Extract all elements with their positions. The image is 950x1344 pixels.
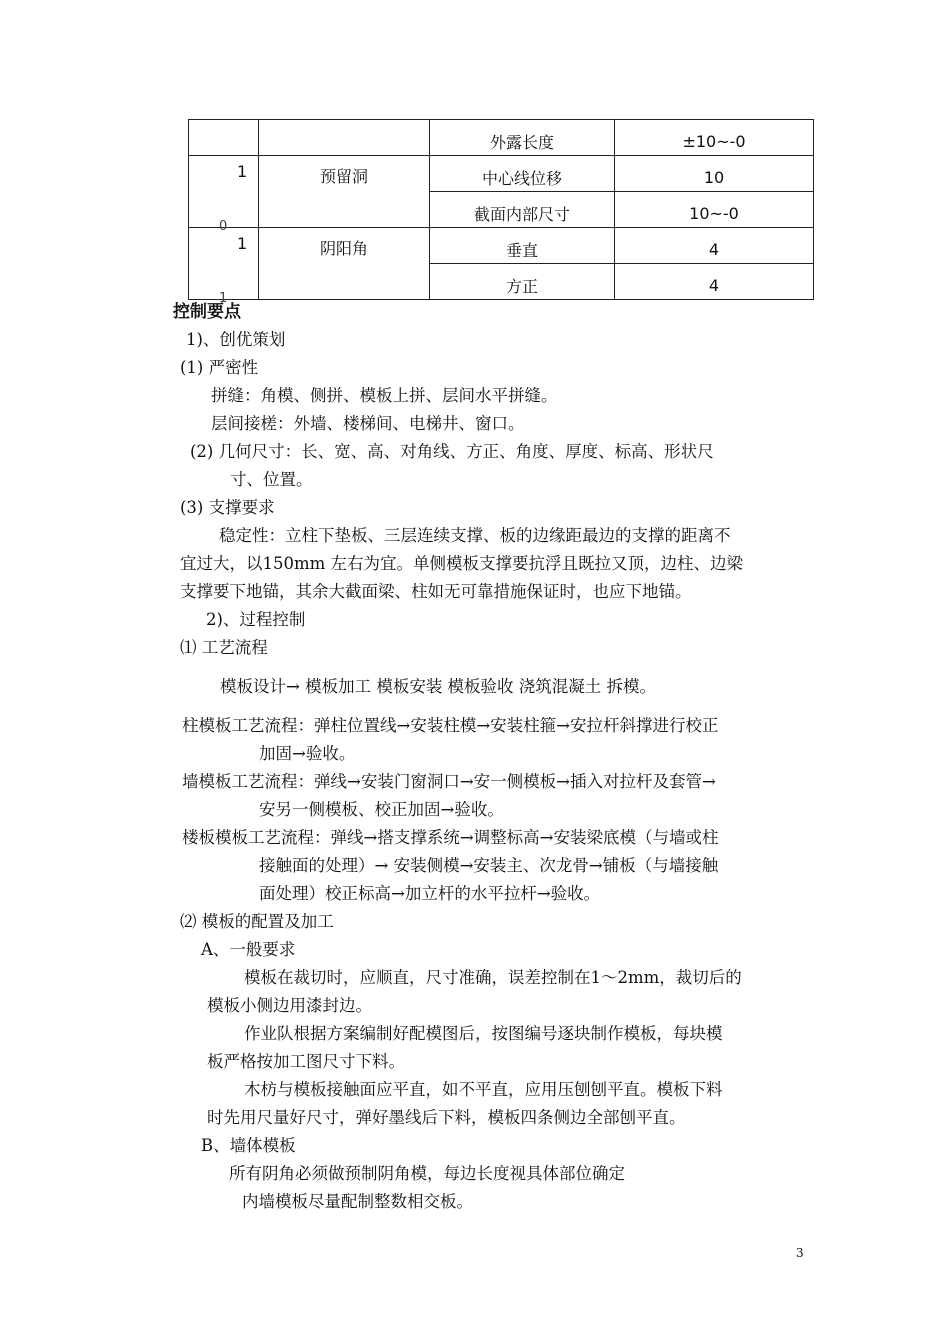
value-cell	[615, 264, 814, 300]
value-label: ±10~-0	[682, 132, 746, 151]
value-cell	[615, 156, 814, 192]
paragraph-line: 时先用尺量好尺寸，弹好墨线后下料，模板四条侧边全部刨平直。	[207, 1108, 686, 1127]
value-cell	[615, 228, 814, 264]
paragraph-line: 作业队根据方案编制好配模图后，按图编号逐块制作模板，每块模	[244, 1024, 723, 1043]
name-cell	[259, 120, 430, 156]
paragraph-line: 墙模板工艺流程：弹线→安装门窗洞口→安一侧模板→插入对拉杆及套管→	[182, 772, 716, 791]
paragraph-line: 层间接槎：外墙、楼梯间、电梯井、窗口。	[211, 414, 525, 433]
name-cell	[259, 228, 430, 300]
paragraph-line: 拼缝：角模、侧拼、模板上拼、层间水平拼缝。	[211, 386, 558, 405]
value-label: 10	[703, 168, 725, 187]
index-cell	[189, 156, 259, 234]
value-label: 10~-0	[689, 204, 739, 223]
item-cell	[430, 156, 615, 192]
index-cell	[189, 120, 259, 156]
paragraph-line: 安另一侧模板、校正加固→验收。	[259, 800, 504, 819]
value-label: 4	[708, 240, 720, 259]
tolerance-table	[188, 119, 814, 306]
paragraph-line: 寸、位置。	[230, 470, 313, 489]
paragraph-line: 木枋与模板接触面应平直，如不平直，应用压刨刨平直。模板下料	[244, 1080, 723, 1099]
paragraph-line: 楼板模板工艺流程：弹线→搭支撑系统→调整标高→安装梁底模（与墙或柱	[182, 828, 719, 847]
paragraph-line: 稳定性：立柱下垫板、三层连续支撑、板的边缘距最边的支撑的距离不	[219, 526, 731, 545]
item-cell	[430, 264, 615, 300]
paragraph-line: 接触面的处理）→ 安装侧模→安装主、次龙骨→铺板（与墙接触	[259, 856, 719, 875]
paragraph-line: 加固→验收。	[259, 744, 356, 763]
table-row	[189, 228, 814, 264]
name-cell	[259, 156, 430, 228]
paragraph-line: 2)、过程控制	[206, 610, 306, 629]
item-label: 中心线位移	[481, 169, 562, 188]
item-label: 方正	[505, 277, 538, 296]
paragraph-line: A、一般要求	[201, 940, 296, 959]
row-index-sub: 0	[219, 219, 228, 234]
item-label: 截面内部尺寸	[473, 205, 570, 224]
paragraph-line: (2) 几何尺寸：长、宽、高、对角线、方正、角度、厚度、标高、形状尺	[190, 442, 714, 461]
paragraph-line: 宜过大，以150mm 左右为宜。单侧模板支撑要抗浮且既拉又顶，边柱、边梁	[180, 554, 744, 573]
paragraph-line: 支撑要下地锚，其余大截面梁、柱如无可靠措施保证时，也应下地锚。	[180, 582, 692, 601]
paragraph-line: 模板在裁切时，应顺直，尺寸准确，误差控制在1～2mm，裁切后的	[244, 968, 742, 987]
paragraph-line: 面处理）校正标高→加立杆的水平拉杆→验收。	[259, 884, 601, 903]
row-index: 1	[237, 234, 248, 253]
page-number: 3	[796, 1246, 804, 1260]
paragraph-line: 内墙模板尽量配制整数相交板。	[242, 1192, 473, 1211]
value-label: 4	[708, 276, 720, 295]
row-index: 1	[237, 162, 248, 181]
paragraph-line: B、墙体模板	[201, 1136, 296, 1155]
paragraph-line: (1) 严密性	[180, 358, 259, 377]
paragraph-line: ⑴ 工艺流程	[180, 638, 268, 657]
table-row	[189, 120, 814, 156]
item-cell	[430, 192, 615, 228]
paragraph-line: 板严格按加工图尺寸下料。	[207, 1052, 405, 1071]
name-label: 阴阳角	[319, 239, 368, 258]
value-cell	[615, 120, 814, 156]
paragraph-line: 模板设计→ 模板加工 模板安装 模板验收 浇筑混凝土 拆模。	[220, 677, 657, 696]
item-cell	[430, 120, 615, 156]
paragraph-line: 模板小侧边用漆封边。	[207, 996, 372, 1015]
index-cell	[189, 228, 259, 306]
paragraph-line: ⑵ 模板的配置及加工	[180, 912, 334, 931]
section-heading: 控制要点	[173, 302, 241, 322]
table-row	[189, 156, 814, 192]
name-label: 预留洞	[319, 167, 368, 186]
row-index-sub: 1	[219, 291, 228, 306]
paragraph-line: 柱模板工艺流程：弹柱位置线→安装柱模→安装柱箍→安拉杆斜撑进行校正	[182, 716, 719, 735]
paragraph-line: 1)、创优策划	[186, 330, 286, 349]
paragraph-line: 所有阴角必须做预制阴角模，每边长度视具体部位确定	[229, 1164, 625, 1183]
item-label: 外露长度	[489, 133, 554, 152]
value-cell	[615, 192, 814, 228]
item-cell	[430, 228, 615, 264]
paragraph-line: (3) 支撑要求	[180, 498, 275, 517]
item-label: 垂直	[505, 241, 538, 260]
